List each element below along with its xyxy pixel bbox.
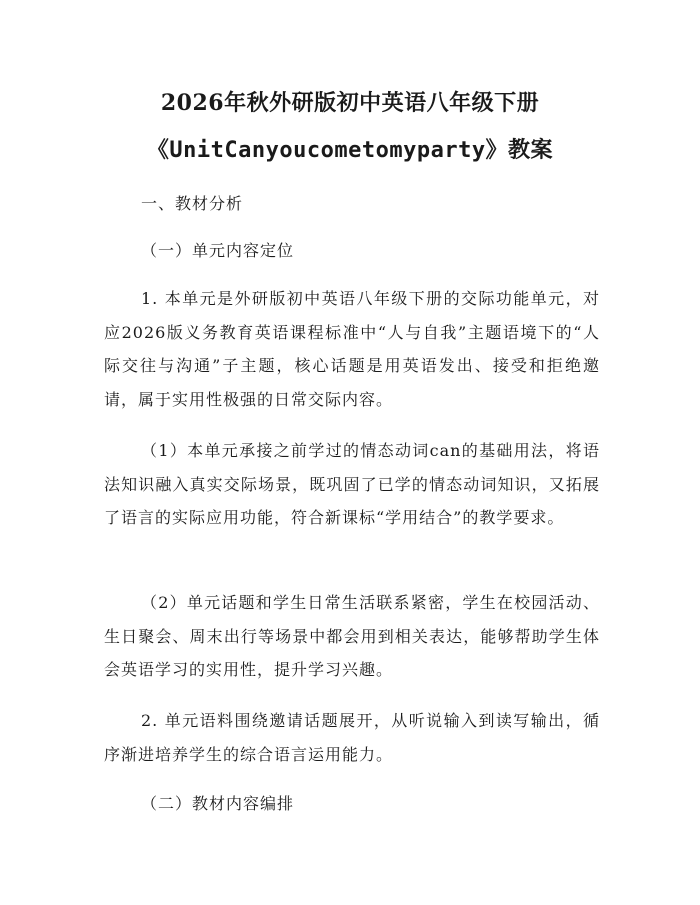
subsection-heading-unit-positioning: （一）单元内容定位 xyxy=(141,241,295,260)
paragraph-daily-life-connection: （2）单元话题和学生日常生活联系紧密，学生在校园活动、生日聚会、周末出行等场景中都会用到相关表达，能够帮助学生体会英语学习的实用性，提升学习兴趣。 xyxy=(104,593,600,679)
subsection-heading-material-arrangement: （二）教材内容编排 xyxy=(141,794,295,813)
document-title-line-2: 《UnitCanyoucometomyparty》教案 xyxy=(146,138,554,163)
document-title-line-1: 2026年秋外研版初中英语八年级下册 xyxy=(160,90,540,116)
paragraph-unit-overview: 1. 本单元是外研版初中英语八年级下册的交际功能单元，对应2026版义务教育英语课程标准中“人与自我”主题语境下的“人际交往与沟通”子主题，核心话题是用英语发出、接受和拒绝邀请，属于实用性极强的日常交际内容。 xyxy=(104,289,600,409)
paragraph-unit-materials: 2. 单元语料围绕邀请话题展开，从听说输入到读写输出，循序渐进培养学生的综合语言运用能力。 xyxy=(104,711,600,764)
section-heading-teaching-material-analysis: 一、教材分析 xyxy=(141,194,244,213)
paragraph-modal-verb-can: （1）本单元承接之前学过的情态动词can的基础用法，将语法知识融入真实交际场景，既巩固了已学的情态动词知识，又拓展了语言的实际应用功能，符合新课标“学用结合”的教学要求。 xyxy=(104,441,600,527)
